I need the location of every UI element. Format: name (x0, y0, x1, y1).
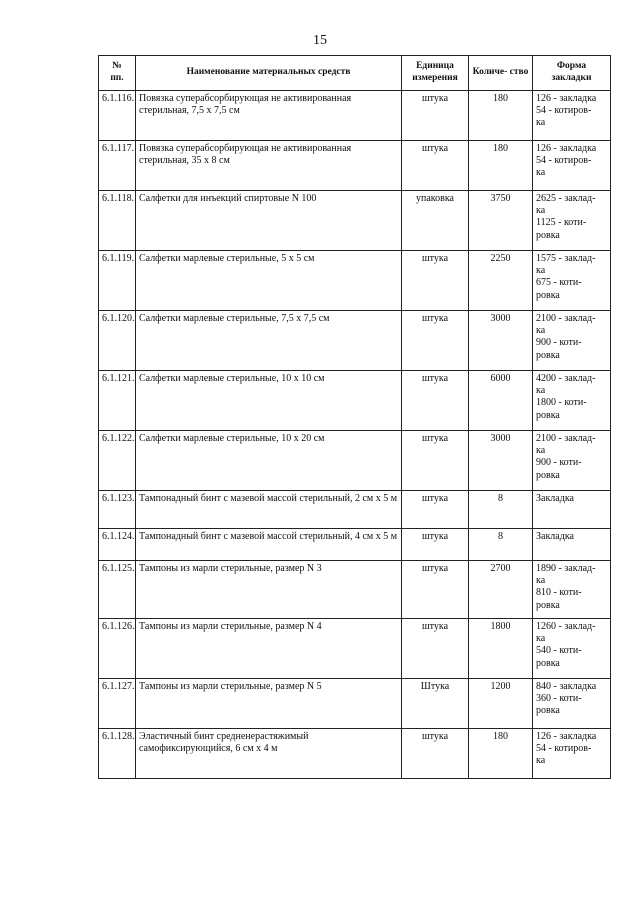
row-num: 6.1.125. (99, 561, 136, 619)
table-row (99, 91, 611, 141)
row-num: 6.1.123. (99, 491, 136, 529)
row-form: 2100 - заклад- ка 900 - коти- ровка (533, 431, 611, 491)
row-unit: штука (402, 561, 469, 619)
row-unit: штука (402, 491, 469, 529)
row-qty: 180 (469, 91, 533, 141)
row-name: Салфетки для инъекций спиртовые N 100 (136, 191, 402, 251)
row-num: 6.1.120. (99, 311, 136, 371)
row-num: 6.1.121. (99, 371, 136, 431)
row-name: Салфетки марлевые стерильные, 10 х 20 см (136, 431, 402, 491)
row-num: 6.1.116. (99, 91, 136, 141)
row-qty: 2700 (469, 561, 533, 619)
row-num: 6.1.122. (99, 431, 136, 491)
row-qty: 1800 (469, 619, 533, 679)
row-qty: 8 (469, 491, 533, 529)
row-name: Салфетки марлевые стерильные, 7,5 х 7,5 см (136, 311, 402, 371)
row-form: 2100 - заклад- ка 900 - коти- ровка (533, 311, 611, 371)
row-name: Тампонадный бинт с мазевой массой стерильный, 4 см х 5 м (136, 529, 402, 561)
row-qty: 3000 (469, 311, 533, 371)
table-row (99, 491, 611, 529)
header-num: № пп. (99, 56, 136, 91)
row-num: 6.1.127. (99, 679, 136, 729)
row-unit: штука (402, 371, 469, 431)
row-form: 840 - закладка 360 - коти- ровка (533, 679, 611, 729)
row-name: Салфетки марлевые стерильные, 5 х 5 см (136, 251, 402, 311)
row-qty: 6000 (469, 371, 533, 431)
row-name: Эластичный бинт средненерастяжимый самофиксирующийся, 6 см х 4 м (136, 729, 402, 779)
header-name: Наименование материальных средств (136, 56, 402, 91)
table-row (99, 619, 611, 679)
row-unit: штука (402, 529, 469, 561)
row-form: 126 - закладка 54 - котиров- ка (533, 729, 611, 779)
row-form: 4200 - заклад- ка 1800 - коти- ровка (533, 371, 611, 431)
row-unit: штука (402, 251, 469, 311)
row-name: Тампоны из марли стерильные, размер N 4 (136, 619, 402, 679)
header-unit: Единица измерения (402, 56, 469, 91)
row-unit: штука (402, 431, 469, 491)
row-name: Салфетки марлевые стерильные, 10 х 10 см (136, 371, 402, 431)
table-row (99, 679, 611, 729)
row-num: 6.1.126. (99, 619, 136, 679)
table-row (99, 191, 611, 251)
table-row (99, 529, 611, 561)
row-qty: 3750 (469, 191, 533, 251)
row-name: Повязка суперабсорбирующая не активированная стерильная, 7,5 х 7,5 см (136, 91, 402, 141)
row-form: 1575 - заклад- ка 675 - коти- ровка (533, 251, 611, 311)
row-qty: 2250 (469, 251, 533, 311)
page-number: 15 (313, 33, 327, 48)
row-name: Тампонадный бинт с мазевой массой стерильный, 2 см х 5 м (136, 491, 402, 529)
row-num: 6.1.124. (99, 529, 136, 561)
table-row (99, 311, 611, 371)
row-form: 126 - закладка 54 - котиров- ка (533, 91, 611, 141)
row-unit: штука (402, 141, 469, 191)
row-unit: упаковка (402, 191, 469, 251)
row-name: Повязка суперабсорбирующая не активированная стерильная, 35 х 8 см (136, 141, 402, 191)
table-row (99, 371, 611, 431)
row-qty: 1200 (469, 679, 533, 729)
row-unit: штука (402, 619, 469, 679)
row-unit: штука (402, 91, 469, 141)
row-qty: 3000 (469, 431, 533, 491)
table-row (99, 561, 611, 619)
row-name: Тампоны из марли стерильные, размер N 3 (136, 561, 402, 619)
row-name: Тампоны из марли стерильные, размер N 5 (136, 679, 402, 729)
row-qty: 8 (469, 529, 533, 561)
row-unit: Штука (402, 679, 469, 729)
row-unit: штука (402, 729, 469, 779)
table-row (99, 141, 611, 191)
row-form: 126 - закладка 54 - котиров- ка (533, 141, 611, 191)
materials-table (98, 55, 611, 779)
row-form: 1890 - заклад- ка 810 - коти- ровка (533, 561, 611, 619)
row-unit: штука (402, 311, 469, 371)
row-num: 6.1.117. (99, 141, 136, 191)
row-form: Закладка (533, 529, 611, 561)
table-header-row (99, 56, 611, 91)
row-num: 6.1.118. (99, 191, 136, 251)
table-row (99, 251, 611, 311)
row-form: Закладка (533, 491, 611, 529)
row-qty: 180 (469, 729, 533, 779)
row-num: 6.1.128. (99, 729, 136, 779)
header-qty: Количе- ство (469, 56, 533, 91)
table-row (99, 431, 611, 491)
row-qty: 180 (469, 141, 533, 191)
row-form: 1260 - заклад- ка 540 - коти- ровка (533, 619, 611, 679)
row-form: 2625 - заклад- ка 1125 - коти- ровка (533, 191, 611, 251)
header-form: Форма закладки (533, 56, 611, 91)
table-row (99, 729, 611, 779)
row-num: 6.1.119. (99, 251, 136, 311)
